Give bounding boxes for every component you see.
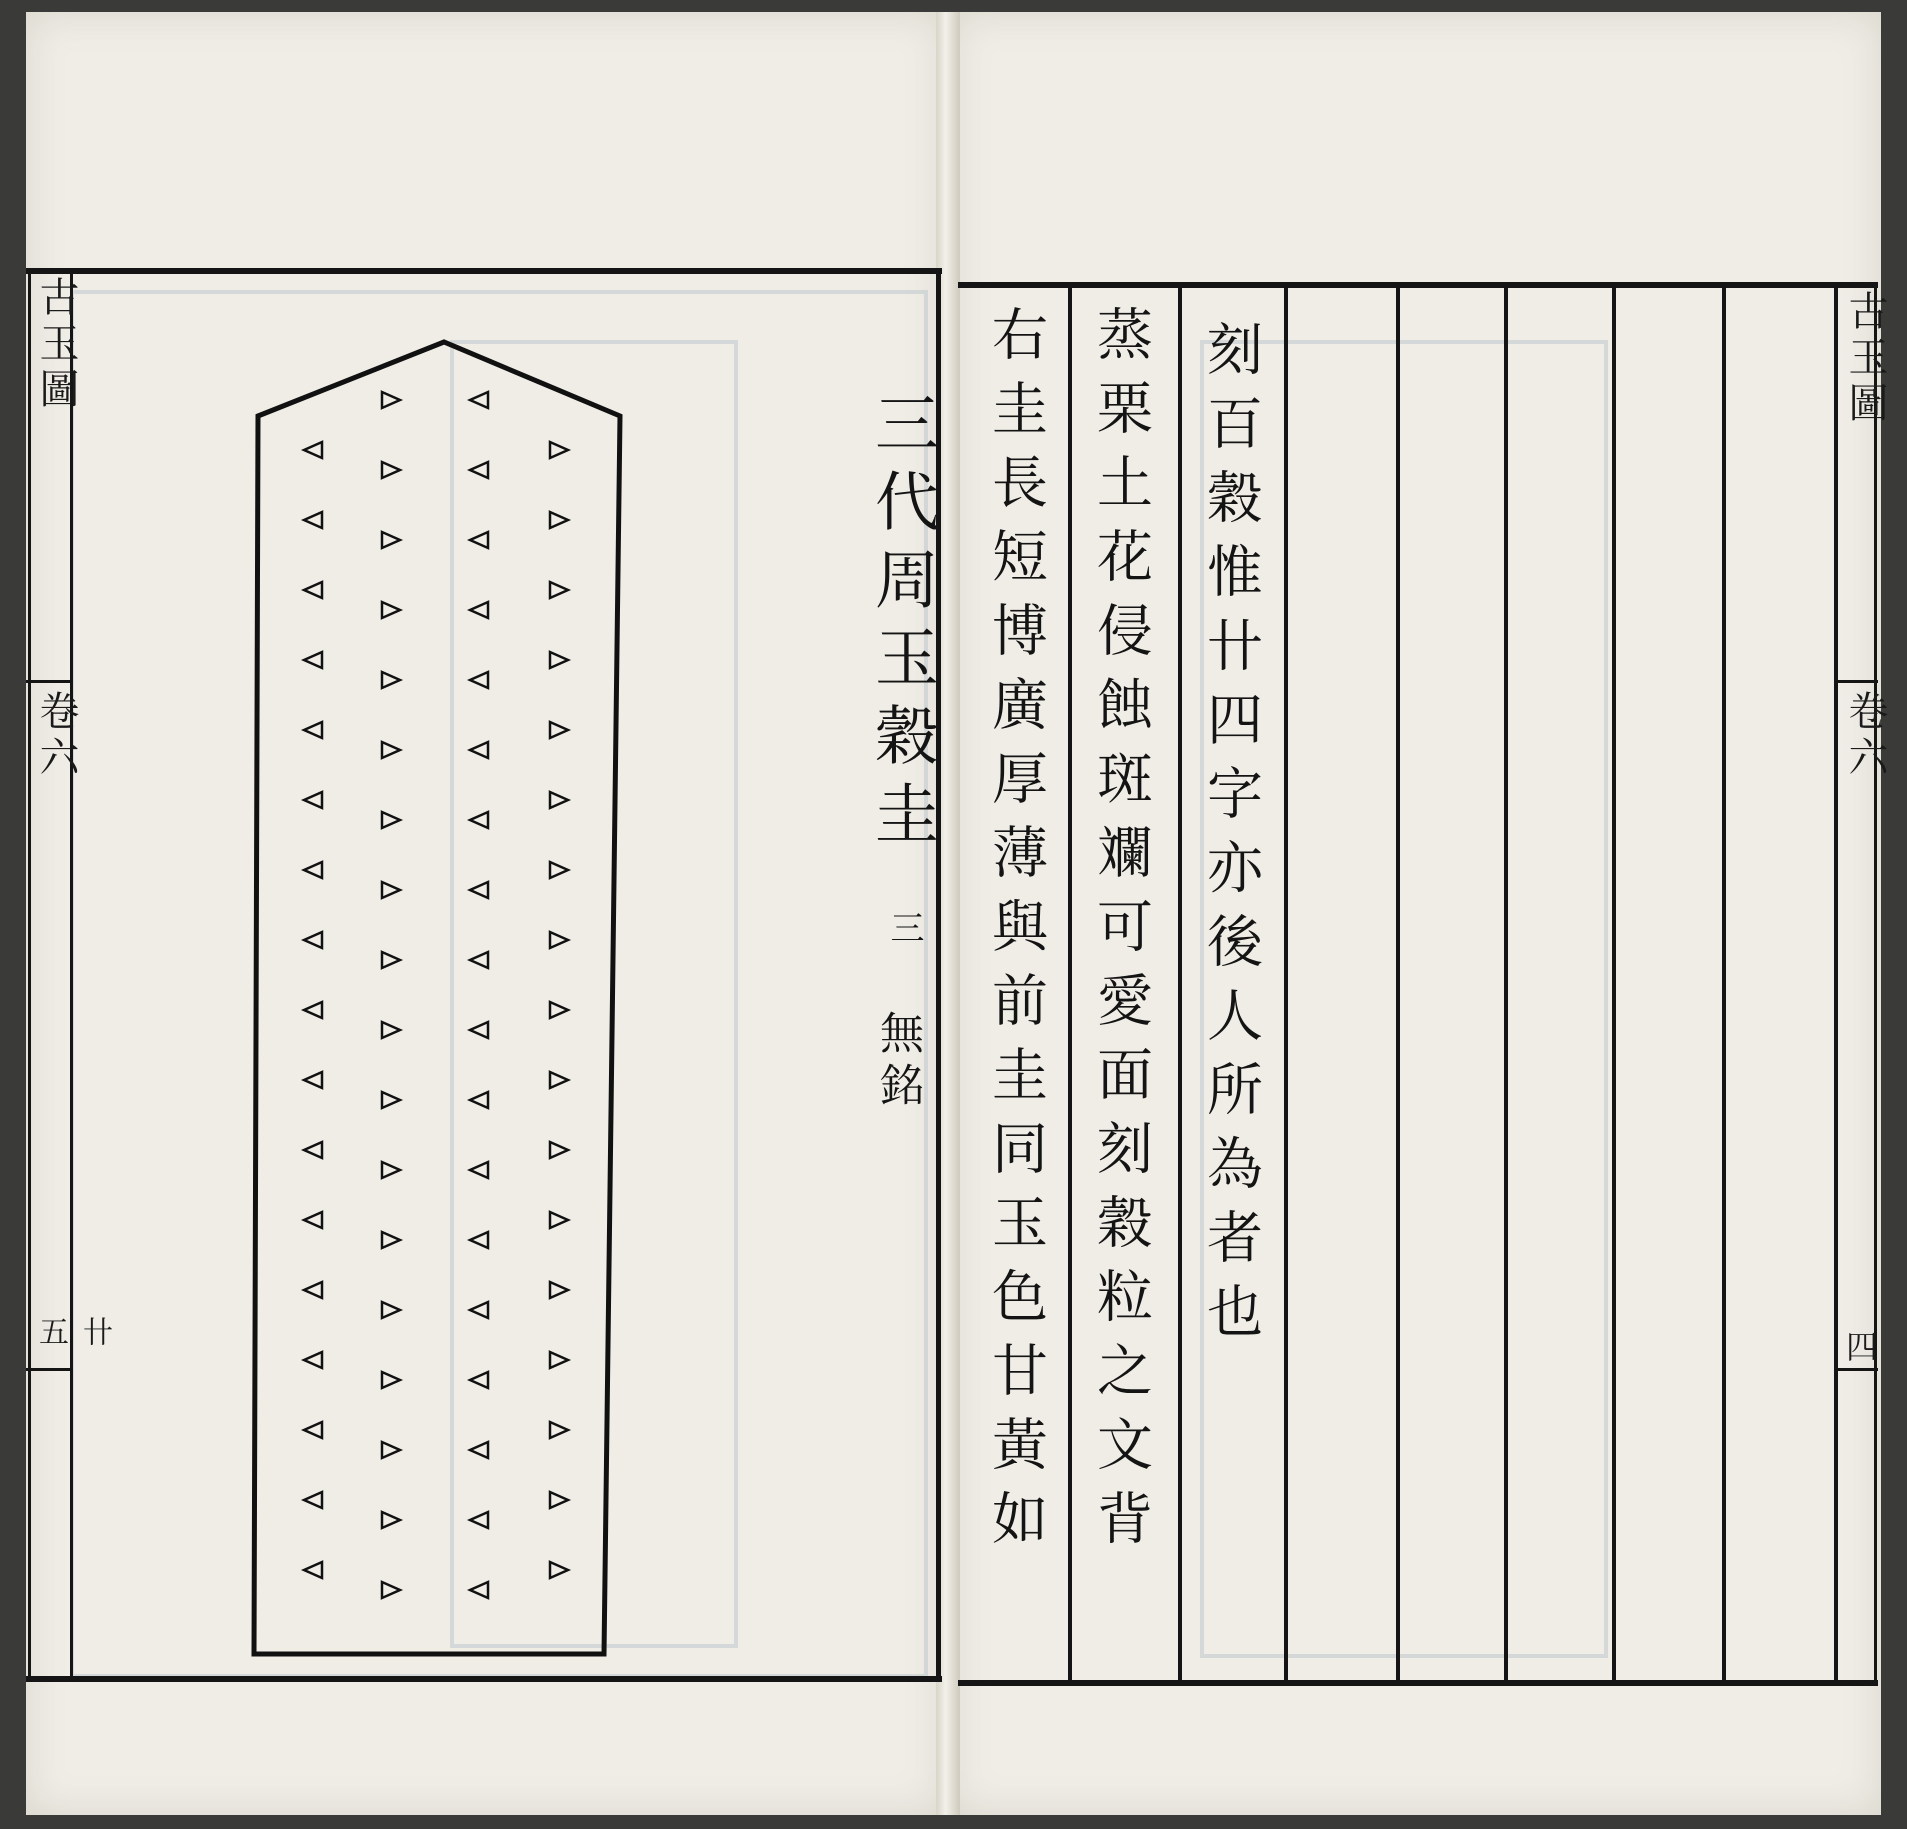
right-bottom-border bbox=[958, 1680, 1878, 1686]
grain-mark bbox=[550, 1562, 568, 1578]
grain-mark bbox=[304, 722, 322, 738]
text-column-3: 刻百穀惟卄四字亦後人所為者也 bbox=[1198, 320, 1263, 1356]
grain-mark bbox=[550, 792, 568, 808]
grain-mark bbox=[304, 442, 322, 458]
grain-mark bbox=[382, 1582, 400, 1598]
grain-mark bbox=[470, 1232, 488, 1248]
grain-mark bbox=[382, 882, 400, 898]
grain-mark bbox=[470, 812, 488, 828]
grain-mark bbox=[382, 1442, 400, 1458]
grain-mark bbox=[382, 742, 400, 758]
grain-mark bbox=[382, 1302, 400, 1318]
left-outer-rule bbox=[28, 272, 31, 1680]
grain-mark bbox=[382, 812, 400, 828]
grain-mark bbox=[304, 792, 322, 808]
left-margin-divider bbox=[26, 680, 72, 683]
left-margin-volume: 卷六 bbox=[33, 690, 79, 782]
column-rule bbox=[1178, 284, 1182, 1684]
figure-note: 無銘 bbox=[872, 1010, 923, 1114]
grain-mark bbox=[382, 1372, 400, 1388]
grain-mark bbox=[470, 1162, 488, 1178]
grain-mark bbox=[470, 1302, 488, 1318]
grain-mark bbox=[550, 582, 568, 598]
grain-mark bbox=[470, 392, 488, 408]
grain-mark bbox=[550, 862, 568, 878]
grain-mark bbox=[550, 1352, 568, 1368]
grain-mark bbox=[304, 1142, 322, 1158]
grain-mark bbox=[304, 1422, 322, 1438]
grain-mark bbox=[470, 1442, 488, 1458]
right-margin-folio: 四 bbox=[1841, 1330, 1879, 1368]
column-rule bbox=[1722, 284, 1726, 1684]
grain-mark bbox=[382, 672, 400, 688]
right-top-border bbox=[958, 282, 1878, 288]
grain-mark bbox=[470, 672, 488, 688]
grain-mark bbox=[382, 952, 400, 968]
grain-mark bbox=[382, 1512, 400, 1528]
right-outer-rule bbox=[1874, 284, 1877, 1684]
column-rule bbox=[1068, 284, 1072, 1684]
grain-mark bbox=[304, 1282, 322, 1298]
figure-title: 三代周玉穀圭 bbox=[864, 390, 938, 858]
grain-mark bbox=[550, 442, 568, 458]
grain-mark bbox=[304, 1212, 322, 1228]
grain-mark bbox=[550, 1282, 568, 1298]
grain-mark bbox=[304, 1562, 322, 1578]
grain-mark bbox=[470, 1022, 488, 1038]
grain-mark bbox=[304, 1072, 322, 1088]
grain-mark bbox=[550, 652, 568, 668]
right-margin-rule bbox=[1834, 284, 1838, 1684]
grain-mark bbox=[470, 952, 488, 968]
grain-mark bbox=[550, 1142, 568, 1158]
grain-mark bbox=[470, 1582, 488, 1598]
grain-mark bbox=[382, 1232, 400, 1248]
left-bottom-border bbox=[26, 1676, 942, 1682]
left-margin-rule bbox=[70, 272, 73, 1680]
left-top-border bbox=[26, 268, 942, 274]
grain-mark bbox=[470, 742, 488, 758]
grain-mark bbox=[304, 1492, 322, 1508]
grain-mark bbox=[470, 882, 488, 898]
grain-pattern bbox=[304, 392, 568, 1598]
column-rule bbox=[1612, 284, 1616, 1684]
grain-mark bbox=[550, 1212, 568, 1228]
grain-mark bbox=[382, 532, 400, 548]
column-rule bbox=[1504, 284, 1508, 1684]
jade-gui-figure bbox=[240, 330, 640, 1670]
grain-mark bbox=[304, 1352, 322, 1368]
grain-mark bbox=[304, 582, 322, 598]
grain-mark bbox=[382, 1022, 400, 1038]
grain-mark bbox=[470, 602, 488, 618]
grain-mark bbox=[550, 932, 568, 948]
grain-mark bbox=[304, 652, 322, 668]
grain-mark bbox=[550, 1492, 568, 1508]
grain-mark bbox=[382, 1162, 400, 1178]
grain-mark bbox=[304, 932, 322, 948]
text-column-1: 右圭長短博廣厚薄與前圭同玉色甘黃如 bbox=[983, 305, 1048, 1563]
column-rule bbox=[1396, 284, 1400, 1684]
grain-mark bbox=[470, 1092, 488, 1108]
grain-mark bbox=[382, 462, 400, 478]
right-margin-title: 古玉圖 bbox=[1842, 290, 1888, 428]
grain-mark bbox=[382, 1092, 400, 1108]
grain-mark bbox=[550, 512, 568, 528]
grain-mark bbox=[304, 512, 322, 528]
grain-mark bbox=[470, 532, 488, 548]
right-margin-volume: 卷六 bbox=[1842, 690, 1888, 782]
gui-outline bbox=[254, 342, 620, 1654]
column-rule bbox=[1284, 284, 1288, 1684]
right-margin-divider bbox=[1834, 680, 1878, 683]
grain-mark bbox=[304, 1002, 322, 1018]
grain-mark bbox=[550, 1422, 568, 1438]
grain-mark bbox=[470, 462, 488, 478]
grain-mark bbox=[470, 1512, 488, 1528]
grain-mark bbox=[304, 862, 322, 878]
grain-mark bbox=[550, 1002, 568, 1018]
text-column-2: 蒸栗土花侵蝕斑斕可愛面刻穀粒之文背 bbox=[1088, 305, 1153, 1563]
left-margin-folio: 卄五 bbox=[33, 1316, 112, 1352]
grain-mark bbox=[550, 722, 568, 738]
grain-mark bbox=[470, 1372, 488, 1388]
grain-mark bbox=[382, 602, 400, 618]
left-margin-title: 古玉圖 bbox=[33, 276, 79, 414]
figure-number: 三 bbox=[884, 910, 924, 944]
grain-mark bbox=[550, 1072, 568, 1088]
grain-mark bbox=[382, 392, 400, 408]
